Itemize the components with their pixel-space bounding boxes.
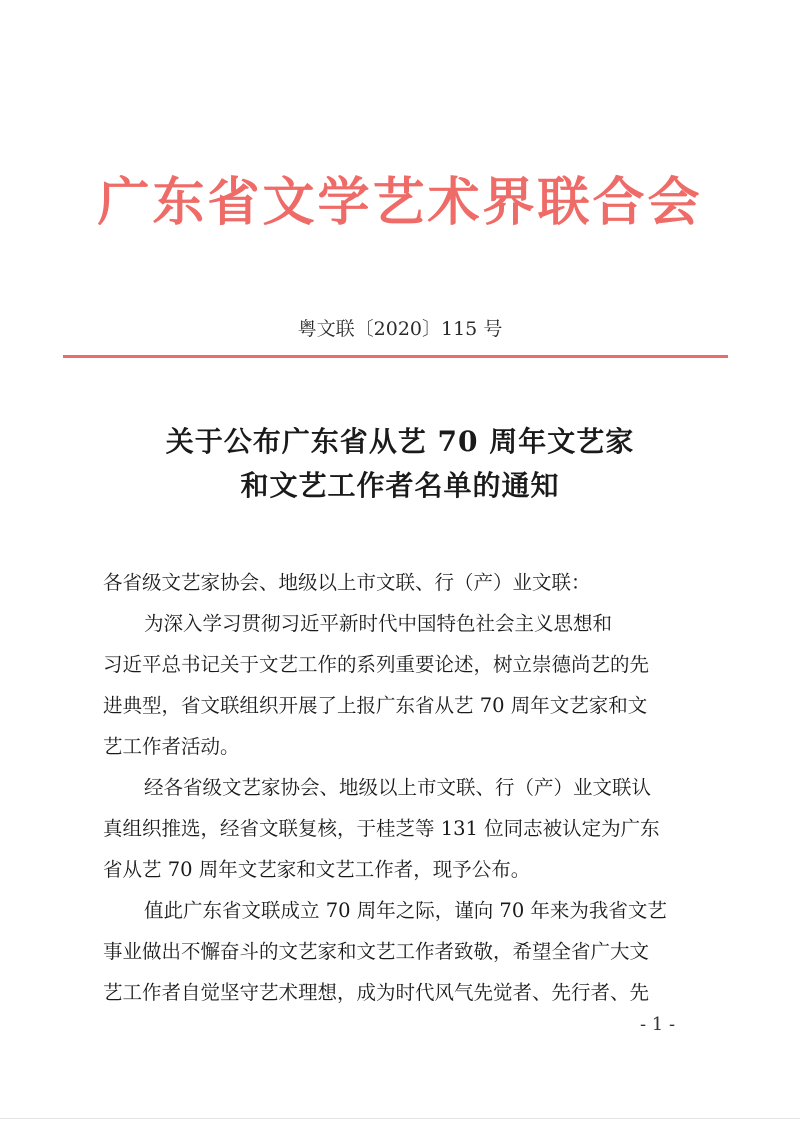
document-number: 粤文联〔2020〕115 号 xyxy=(297,318,503,340)
page-bottom-edge xyxy=(0,1118,800,1119)
page-number: - 1 - xyxy=(640,1014,676,1035)
document-title-line-1: 关于公布广东省从艺 70 周年文艺家 xyxy=(165,425,635,458)
paragraph-1-line: 为深入学习贯彻习近平新时代中国特色社会主义思想和 xyxy=(144,612,613,635)
paragraph-3-line: 艺工作者自觉坚守艺术理想，成为时代风气先觉者、先行者、先 xyxy=(103,981,650,1004)
paragraph-1-line: 习近平总书记关于文艺工作的系列重要论述，树立崇德尚艺的先 xyxy=(103,653,650,676)
document-title-line-2: 和文艺工作者名单的通知 xyxy=(240,469,560,502)
paragraph-2-line: 省从艺 70 周年文艺家和文艺工作者，现予公布。 xyxy=(103,858,531,881)
organization-letterhead: 广东省文学艺术界联合会 xyxy=(97,172,703,233)
paragraph-1-line: 艺工作者活动。 xyxy=(103,735,240,758)
salutation: 各省级文艺家协会、地级以上市文联、行（产）业文联： xyxy=(103,571,591,594)
paragraph-3-line: 事业做出不懈奋斗的文艺家和文艺工作者致敬，希望全省广大文 xyxy=(103,940,650,963)
paragraph-2-line: 经各省级文艺家协会、地级以上市文联、行（产）业文联认 xyxy=(144,776,652,799)
paragraph-3-line: 值此广东省文联成立 70 周年之际，谨向 70 年来为我省文艺 xyxy=(144,899,667,922)
paragraph-1-line: 进典型，省文联组织开展了上报广东省从艺 70 周年文艺家和文 xyxy=(103,694,648,717)
paragraph-2-line: 真组织推选，经省文联复核，于桂芝等 131 位同志被认定为广东 xyxy=(103,817,660,840)
letterhead-divider xyxy=(63,355,728,358)
